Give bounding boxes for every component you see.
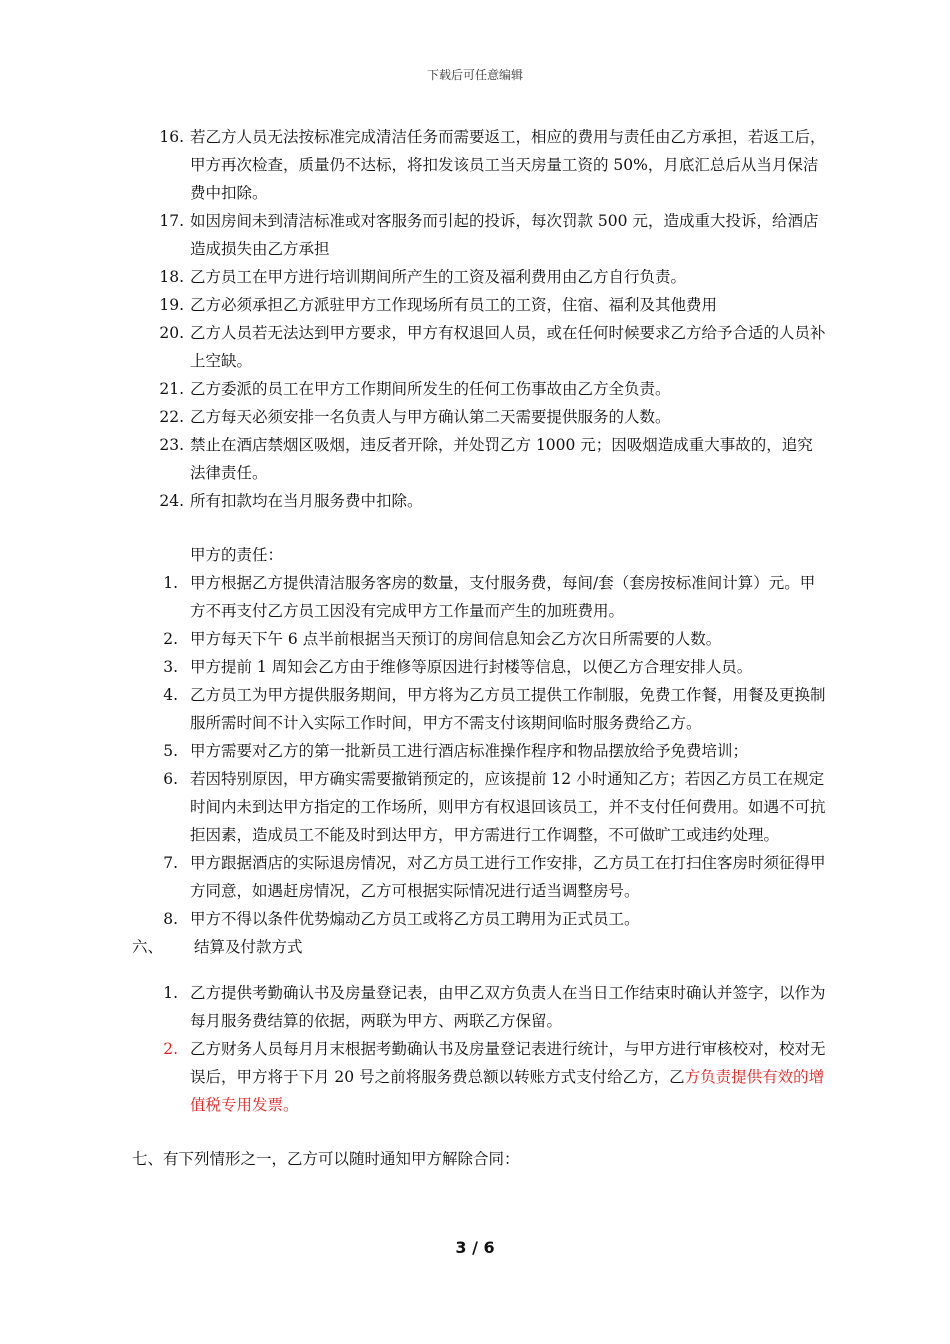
settlement-list bbox=[0, 979, 950, 1119]
item-text: 甲方提前 1 周知会乙方由于维修等原因进行封楼等信息，以便乙方合理安排人员。 bbox=[190, 658, 753, 676]
item-number: 7. bbox=[163, 854, 178, 872]
item-text: 乙方每天必须安排一名负责人与甲方确认第二天需要提供服务的人数。 bbox=[190, 408, 671, 426]
item-text: 甲方根据乙方提供清洁服务客房的数量，支付服务费，每间/套（套房按标准间计算）元。甲方不再支付乙方员工因没有完成甲方工作量而产生的加班费用。 bbox=[190, 574, 816, 620]
item-text: 乙方人员若无法达到甲方要求，甲方有权退回人员，或在任何时候要求乙方给予合适的人员补上空缺。 bbox=[190, 324, 826, 370]
list-item bbox=[0, 625, 950, 653]
item-number: 17. bbox=[159, 212, 184, 230]
list-item bbox=[0, 905, 950, 933]
list-item bbox=[0, 765, 950, 849]
item-number: 3. bbox=[163, 658, 178, 676]
item-number: 4. bbox=[163, 686, 178, 704]
list-item bbox=[0, 737, 950, 765]
list-item bbox=[0, 979, 950, 1035]
list-item bbox=[0, 123, 950, 207]
list-item bbox=[0, 403, 950, 431]
item-number: 5. bbox=[163, 742, 178, 760]
item-text: 若因特别原因，甲方确实需要撤销预定的，应该提前 12 小时通知乙方；若因乙方员工在规定时间内未到达甲方指定的工作场所，则甲方有权退回该员工，并不支付任何费用。如遇不可抗拒因素，造成员工不能及时到达甲方，甲方需进行工作调整，不可做旷工或违约处理。 bbox=[190, 770, 826, 844]
item-number: 1. bbox=[163, 984, 178, 1002]
item-number: 2. bbox=[163, 630, 178, 648]
item-number: 23. bbox=[159, 436, 184, 454]
section-seven-heading: 七、有下列情形之一，乙方可以随时通知甲方解除合同： bbox=[132, 1150, 520, 1168]
item-number: 24. bbox=[159, 492, 184, 510]
list-item bbox=[0, 431, 950, 487]
item-text bbox=[190, 1035, 826, 1119]
item-text: 乙方员工在甲方进行培训期间所产生的工资及福利费用由乙方自行负责。 bbox=[190, 268, 687, 286]
item-text: 甲方不得以条件优势煽动乙方员工或将乙方员工聘用为正式员工。 bbox=[190, 910, 640, 928]
section-six-heading bbox=[0, 933, 950, 961]
clause-list-a bbox=[0, 123, 950, 515]
item-number: 1. bbox=[163, 574, 178, 592]
document-body bbox=[0, 123, 950, 1173]
item-text: 乙方提供考勤确认书及房量登记表，由甲乙双方负责人在当日工作结束时确认并签字，以作为每月服务费结算的依据，两联为甲方、两联乙方保留。 bbox=[190, 984, 826, 1030]
item-number: 22. bbox=[159, 408, 184, 426]
item-text: 所有扣款均在当月服务费中扣除。 bbox=[190, 492, 423, 510]
item-number: 20. bbox=[159, 324, 184, 342]
item-text: 乙方必须承担乙方派驻甲方工作现场所有员工的工资，住宿、福利及其他费用 bbox=[190, 296, 718, 314]
item-number: 19. bbox=[159, 296, 184, 314]
list-item bbox=[0, 319, 950, 375]
item-number: 18. bbox=[159, 268, 184, 286]
item-text: 甲方每天下午 6 点半前根据当天预订的房间信息知会乙方次日所需要的人数。 bbox=[190, 630, 722, 648]
item-number: 21. bbox=[159, 380, 184, 398]
page-header: 下载后可任意编辑 bbox=[426, 68, 523, 82]
item-text: 乙方员工为甲方提供服务期间，甲方将为乙方员工提供工作制服，免费工作餐，用餐及更换制服所需时间不计入实际工作时间，甲方不需支付该期间临时服务费给乙方。 bbox=[190, 686, 826, 732]
list-item bbox=[0, 375, 950, 403]
item-text: 禁止在酒店禁烟区吸烟，违反者开除，并处罚乙方 1000 元；因吸烟造成重大事故的，追究法律责任。 bbox=[190, 436, 813, 482]
list-item bbox=[0, 487, 950, 515]
item-text: 如因房间未到清洁标准或对客服务而引起的投诉，每次罚款 500 元，造成重大投诉，给酒店造成损失由乙方承担 bbox=[190, 212, 819, 258]
item-number: 8. bbox=[163, 910, 178, 928]
party-a-responsibilities bbox=[0, 569, 950, 933]
item-number: 2. bbox=[163, 1040, 178, 1058]
section-title: 结算及付款方式 bbox=[194, 938, 303, 956]
item-text: 甲方需要对乙方的第一批新员工进行酒店标准操作程序和物品摆放给予免费培训； bbox=[190, 742, 749, 760]
list-item bbox=[0, 849, 950, 905]
item-text: 甲方跟据酒店的实际退房情况，对乙方员工进行工作安排，乙方员工在打扫住客房时须征得甲方同意，如遇赶房情况，乙方可根据实际情况进行适当调整房号。 bbox=[190, 854, 826, 900]
list-item bbox=[0, 207, 950, 263]
item-number: 6. bbox=[163, 770, 178, 788]
item-text: 若乙方人员无法按标准完成清洁任务而需要返工，相应的费用与责任由乙方承担，若返工后，甲方再次检查，质量仍不达标，将扣发该员工当天房量工资的 50%，月底汇总后从当月保洁费中扣除。 bbox=[190, 128, 826, 202]
item-text: 乙方委派的员工在甲方工作期间所发生的任何工伤事故由乙方全负责。 bbox=[190, 380, 671, 398]
list-item bbox=[0, 291, 950, 319]
item-text-red: 方负责提供有效的增值税专用发票。 bbox=[190, 1068, 825, 1114]
party-a-heading: 甲方的责任： bbox=[190, 546, 284, 564]
item-number: 16. bbox=[159, 128, 184, 146]
section-number: 六、 bbox=[132, 938, 164, 956]
item-text-black: 乙方财务人员每月月末根据考勤确认书及房量登记表进行统计，与甲方进行审核校对，校对无误后，甲方将于下月 20 号之前将服务费总额以转账方式支付给乙方，乙 bbox=[190, 1040, 826, 1086]
page-number: 3 / 6 bbox=[455, 1238, 495, 1257]
list-item bbox=[0, 1035, 950, 1119]
list-item bbox=[0, 263, 950, 291]
list-item bbox=[0, 569, 950, 625]
list-item bbox=[0, 653, 950, 681]
list-item bbox=[0, 681, 950, 737]
